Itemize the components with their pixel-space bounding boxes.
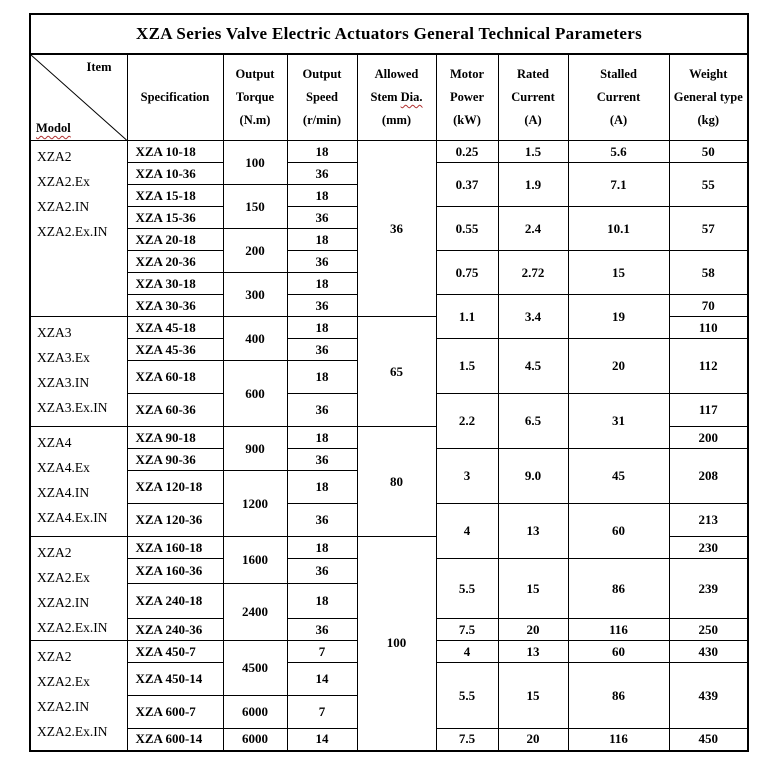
spec-cell: XZA 45-18 <box>127 317 223 339</box>
power-cell: 5.5 <box>436 663 498 729</box>
rated-current-cell: 20 <box>498 619 568 641</box>
spec-cell: XZA 160-36 <box>127 559 223 584</box>
table-row <box>30 141 748 163</box>
speed-cell: 36 <box>287 559 357 584</box>
spec-cell: XZA 10-36 <box>127 163 223 185</box>
title-row <box>30 14 748 54</box>
weight-cell: 58 <box>669 251 748 295</box>
spec-cell: XZA 120-36 <box>127 504 223 537</box>
page-title: XZA Series Valve Electric Actuators General Technical Parameters <box>30 14 748 54</box>
col-header-output-speed: Output Speed (r/min) <box>287 54 357 141</box>
spec-cell: XZA 20-36 <box>127 251 223 273</box>
stalled-current-cell: 60 <box>568 641 669 663</box>
speed-cell: 18 <box>287 317 357 339</box>
rated-current-cell: 2.72 <box>498 251 568 295</box>
spec-cell: XZA 15-18 <box>127 185 223 207</box>
speed-cell: 36 <box>287 163 357 185</box>
weight-cell: 213 <box>669 504 748 537</box>
rated-current-cell: 15 <box>498 663 568 729</box>
torque-cell: 100 <box>223 141 287 185</box>
rated-current-cell: 6.5 <box>498 394 568 449</box>
speed-cell: 7 <box>287 641 357 663</box>
rated-current-cell: 1.9 <box>498 163 568 207</box>
speed-cell: 36 <box>287 449 357 471</box>
torque-cell: 150 <box>223 185 287 229</box>
torque-cell: 6000 <box>223 696 287 729</box>
col-header-output-torque: Output Torque (N.m) <box>223 54 287 141</box>
power-cell: 1.5 <box>436 339 498 394</box>
rated-current-cell: 9.0 <box>498 449 568 504</box>
misspelled-word: Dia. <box>400 90 423 104</box>
weight-cell: 110 <box>669 317 748 339</box>
torque-cell: 4500 <box>223 641 287 696</box>
rated-current-cell: 13 <box>498 504 568 559</box>
model-group-cell: XZA2 XZA2.Ex XZA2.IN XZA2.Ex.IN <box>30 537 127 641</box>
weight-cell: 239 <box>669 559 748 619</box>
weight-cell: 50 <box>669 141 748 163</box>
model-group-cell: XZA2 XZA2.Ex XZA2.IN XZA2.Ex.IN <box>30 141 127 317</box>
spec-cell: XZA 120-18 <box>127 471 223 504</box>
weight-cell: 439 <box>669 663 748 729</box>
spec-cell: XZA 240-36 <box>127 619 223 641</box>
stalled-current-cell: 60 <box>568 504 669 559</box>
col-header-rated-current: Rated Current (A) <box>498 54 568 141</box>
spec-cell: XZA 20-18 <box>127 229 223 251</box>
speed-cell: 18 <box>287 361 357 394</box>
weight-cell: 70 <box>669 295 748 317</box>
speed-cell: 14 <box>287 729 357 751</box>
power-cell: 0.55 <box>436 207 498 251</box>
stalled-current-cell: 7.1 <box>568 163 669 207</box>
speed-cell: 18 <box>287 273 357 295</box>
speed-cell: 36 <box>287 504 357 537</box>
speed-cell: 18 <box>287 141 357 163</box>
torque-cell: 200 <box>223 229 287 273</box>
power-cell: 3 <box>436 449 498 504</box>
speed-cell: 36 <box>287 339 357 361</box>
power-cell: 4 <box>436 641 498 663</box>
stem-dia-cell: 100 <box>357 537 436 751</box>
weight-cell: 430 <box>669 641 748 663</box>
speed-cell: 36 <box>287 207 357 229</box>
speed-cell: 18 <box>287 229 357 251</box>
power-cell: 0.75 <box>436 251 498 295</box>
weight-cell: 57 <box>669 207 748 251</box>
col-header-allowed-stem-dia: Allowed Stem Dia. (mm) <box>357 54 436 141</box>
stalled-current-cell: 10.1 <box>568 207 669 251</box>
weight-cell: 250 <box>669 619 748 641</box>
rated-current-cell: 3.4 <box>498 295 568 339</box>
rated-current-cell: 15 <box>498 559 568 619</box>
stalled-current-cell: 116 <box>568 729 669 751</box>
power-cell: 7.5 <box>436 729 498 751</box>
spec-cell: XZA 600-7 <box>127 696 223 729</box>
stalled-current-cell: 86 <box>568 663 669 729</box>
speed-cell: 36 <box>287 394 357 427</box>
torque-cell: 600 <box>223 361 287 427</box>
spec-cell: XZA 60-18 <box>127 361 223 394</box>
col-header-specification: Specification <box>127 54 223 141</box>
stalled-current-cell: 15 <box>568 251 669 295</box>
speed-cell: 36 <box>287 619 357 641</box>
rated-current-cell: 1.5 <box>498 141 568 163</box>
torque-cell: 1600 <box>223 537 287 584</box>
power-cell: 4 <box>436 504 498 559</box>
torque-cell: 2400 <box>223 583 287 641</box>
power-cell: 7.5 <box>436 619 498 641</box>
torque-cell: 400 <box>223 317 287 361</box>
col-header-weight-general-type: Weight General type (kg) <box>669 54 748 141</box>
stalled-current-cell: 20 <box>568 339 669 394</box>
power-cell: 1.1 <box>436 295 498 339</box>
spec-cell: XZA 240-18 <box>127 583 223 619</box>
spec-cell: XZA 450-14 <box>127 663 223 696</box>
stalled-current-cell: 45 <box>568 449 669 504</box>
speed-cell: 18 <box>287 185 357 207</box>
model-group-cell: XZA3 XZA3.Ex XZA3.IN XZA3.Ex.IN <box>30 317 127 427</box>
spec-cell: XZA 90-18 <box>127 427 223 449</box>
rated-current-cell: 4.5 <box>498 339 568 394</box>
power-cell: 2.2 <box>436 394 498 449</box>
weight-cell: 117 <box>669 394 748 427</box>
rated-current-cell: 13 <box>498 641 568 663</box>
spec-cell: XZA 10-18 <box>127 141 223 163</box>
spec-cell: XZA 15-36 <box>127 207 223 229</box>
model-group-cell: XZA2 XZA2.Ex XZA2.IN XZA2.Ex.IN <box>30 641 127 751</box>
speed-cell: 7 <box>287 696 357 729</box>
weight-cell: 450 <box>669 729 748 751</box>
torque-cell: 6000 <box>223 729 287 751</box>
rated-current-cell: 2.4 <box>498 207 568 251</box>
power-cell: 0.25 <box>436 141 498 163</box>
datasheet <box>29 13 749 752</box>
corner-model-label: Modol <box>36 121 71 135</box>
weight-cell: 55 <box>669 163 748 207</box>
speed-cell: 36 <box>287 251 357 273</box>
speed-cell: 36 <box>287 295 357 317</box>
weight-cell: 230 <box>669 537 748 559</box>
header-row <box>30 54 748 141</box>
col-header-stalled-current: Stalled Current (A) <box>568 54 669 141</box>
spec-cell: XZA 90-36 <box>127 449 223 471</box>
weight-cell: 112 <box>669 339 748 394</box>
speed-cell: 18 <box>287 537 357 559</box>
stem-dia-cell: 80 <box>357 427 436 537</box>
spec-cell: XZA 60-36 <box>127 394 223 427</box>
spec-cell: XZA 30-36 <box>127 295 223 317</box>
stalled-current-cell: 19 <box>568 295 669 339</box>
stem-dia-cell: 65 <box>357 317 436 427</box>
weight-cell: 208 <box>669 449 748 504</box>
spec-cell: XZA 160-18 <box>127 537 223 559</box>
stalled-current-cell: 86 <box>568 559 669 619</box>
corner-header-cell <box>30 54 127 141</box>
torque-cell: 300 <box>223 273 287 317</box>
power-cell: 5.5 <box>436 559 498 619</box>
corner-item-label: Item <box>86 60 112 74</box>
stalled-current-cell: 5.6 <box>568 141 669 163</box>
stalled-current-cell: 116 <box>568 619 669 641</box>
rated-current-cell: 20 <box>498 729 568 751</box>
parameters-table <box>29 13 749 752</box>
speed-cell: 18 <box>287 427 357 449</box>
col-header-motor-power: Motor Power (kW) <box>436 54 498 141</box>
weight-cell: 200 <box>669 427 748 449</box>
power-cell: 0.37 <box>436 163 498 207</box>
torque-cell: 900 <box>223 427 287 471</box>
spec-cell: XZA 450-7 <box>127 641 223 663</box>
speed-cell: 18 <box>287 583 357 619</box>
speed-cell: 18 <box>287 471 357 504</box>
spec-cell: XZA 600-14 <box>127 729 223 751</box>
speed-cell: 14 <box>287 663 357 696</box>
stalled-current-cell: 31 <box>568 394 669 449</box>
spec-cell: XZA 30-18 <box>127 273 223 295</box>
torque-cell: 1200 <box>223 471 287 537</box>
spec-cell: XZA 45-36 <box>127 339 223 361</box>
stem-dia-cell: 36 <box>357 141 436 317</box>
model-group-cell: XZA4 XZA4.Ex XZA4.IN XZA4.Ex.IN <box>30 427 127 537</box>
